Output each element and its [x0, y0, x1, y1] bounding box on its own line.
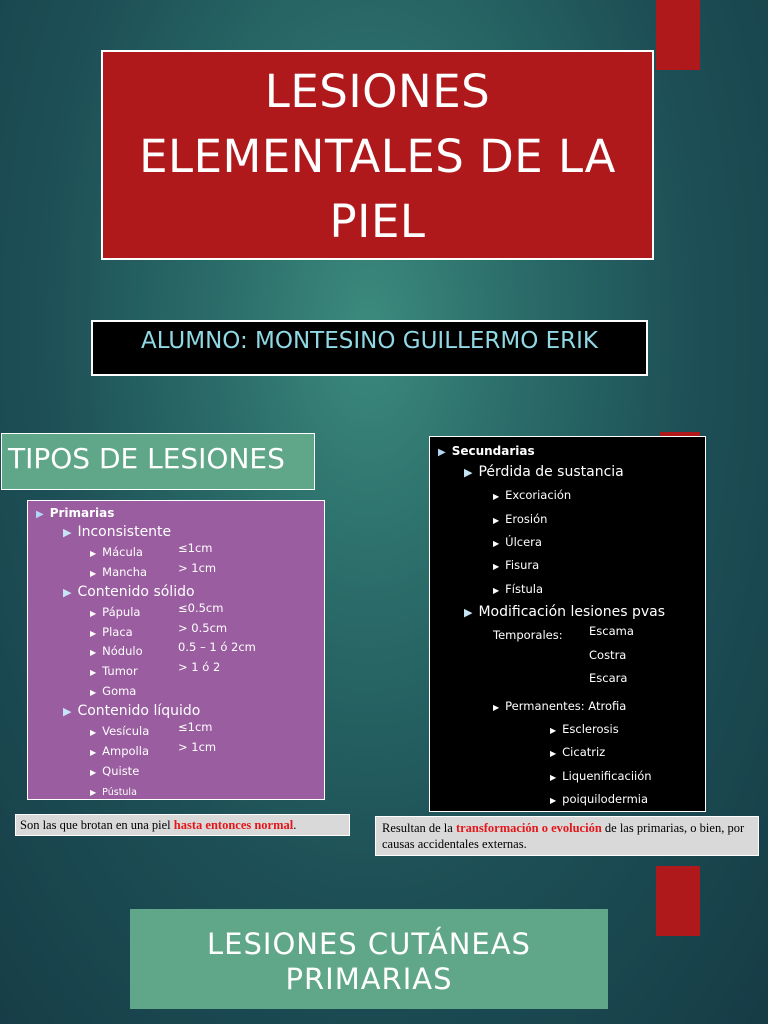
triangle-bullet-icon: ▶: [90, 568, 97, 578]
triangle-bullet-icon: ▶: [90, 767, 97, 777]
triangle-bullet-icon: ▶: [63, 705, 72, 719]
student-name-box: [91, 320, 648, 376]
triangle-bullet-icon: ▶: [493, 585, 500, 595]
triangle-bullet-icon: ▶: [90, 728, 97, 737]
list-item: [63, 581, 195, 600]
list-item-label: Modificación lesiones pvas: [478, 604, 665, 621]
triangle-bullet-icon: ▶: [90, 548, 97, 558]
list-item-value: > 1cm: [178, 739, 217, 754]
note-highlight: transformación o evolución: [455, 821, 602, 835]
triangle-bullet-icon: ▶: [90, 787, 97, 797]
triangle-bullet-icon: ▶: [63, 526, 72, 539]
list-item: [464, 461, 624, 480]
list-heading: [36, 502, 114, 521]
triangle-bullet-icon: ▶: [550, 795, 557, 805]
list-item-value: 0.5 – 1 ó 2cm: [178, 640, 256, 655]
accent-bar-bottom-right: [656, 866, 700, 936]
triangle-bullet-icon: ▶: [464, 466, 473, 479]
list-item-label: Mácula: [102, 544, 143, 559]
primary-definition-note: [15, 814, 350, 836]
list-item: [550, 741, 605, 760]
note-highlight: hasta entonces normal: [173, 818, 294, 832]
list-item: [90, 739, 217, 759]
types-heading: TIPOS DE LESIONES: [8, 442, 285, 475]
list-item: [493, 508, 547, 527]
triangle-bullet-icon: ▶: [90, 648, 97, 658]
note-text: de las primarias, o bien, por causas accidentales externas.: [382, 821, 745, 851]
list-item-label: Tumor: [102, 664, 138, 679]
list-item-label: Pápula: [102, 604, 141, 619]
list-item: [90, 540, 213, 560]
list-item: [63, 521, 171, 540]
list-item-value: > 1cm: [178, 560, 217, 575]
slide-title: [101, 50, 654, 260]
list-heading: [438, 440, 535, 459]
list-item: [493, 695, 626, 714]
list-item: [90, 680, 136, 699]
primary-heading: Primarias: [49, 506, 115, 520]
list-item-label: Mancha: [102, 564, 148, 579]
title-line: PIEL: [329, 195, 426, 248]
list-item: [493, 554, 539, 573]
list-item-label: Nódulo: [102, 644, 143, 659]
list-item-label: Erosión: [505, 511, 548, 526]
list-item-label: Excoriación: [505, 488, 572, 503]
types-heading-box: [1, 433, 315, 490]
list-item-label: Goma: [102, 684, 137, 699]
list-item: [493, 484, 571, 503]
list-item: [90, 720, 213, 739]
triangle-bullet-icon: ▶: [438, 447, 446, 458]
triangle-bullet-icon: ▶: [90, 747, 97, 757]
triangle-bullet-icon: ▶: [550, 749, 557, 759]
list-item-value: ≤0.5cm: [178, 600, 224, 615]
note-text: Son las que brotan en una piel: [20, 818, 174, 832]
note-text: Resultan de la: [382, 821, 456, 835]
list-item: [550, 718, 619, 737]
triangle-bullet-icon: ▶: [493, 539, 500, 549]
list-item: [90, 600, 224, 620]
list-item-label: Esclerosis: [562, 721, 619, 736]
triangle-bullet-icon: ▶: [36, 509, 44, 520]
title-line: LESIONES: [264, 65, 491, 118]
list-item: [90, 780, 137, 799]
title-line: ELEMENTALES DE LA: [139, 130, 616, 183]
list-item: [90, 660, 221, 679]
list-item-value: Escara: [589, 671, 628, 686]
list-item-label: Ampolla: [102, 743, 149, 758]
list-item-value: > 0.5cm: [178, 620, 228, 635]
list-item: [90, 620, 228, 640]
list-item-label: Fístula: [505, 581, 543, 596]
list-item-label: Vesícula: [102, 724, 150, 738]
triangle-bullet-icon: ▶: [464, 606, 473, 620]
section-banner: [130, 909, 608, 1009]
list-item-value: > 1 ó 2: [178, 660, 221, 675]
list-item-label: Permanentes: Atrofia: [505, 698, 627, 713]
triangle-bullet-icon: ▶: [493, 515, 500, 525]
list-item-label: Pérdida de sustancia: [478, 464, 624, 480]
note-text: .: [293, 818, 297, 832]
list-item-label: Pústula: [102, 786, 137, 798]
list-item: [493, 578, 543, 597]
list-item-label: Contenido sólido: [77, 583, 195, 600]
triangle-bullet-icon: ▶: [63, 585, 72, 599]
banner-line: LESIONES CUTÁNEAS: [207, 927, 531, 961]
list-item-label: Fisura: [505, 558, 540, 573]
accent-bar-top-right: [656, 0, 700, 70]
list-item-label: Liquenificaciión: [562, 768, 652, 783]
secondary-definition-note: [375, 816, 759, 856]
list-item-value: Costra: [589, 647, 627, 662]
list-item-label: Quiste: [102, 763, 140, 778]
list-item: [550, 788, 648, 807]
list-item-label: Cicatriz: [562, 745, 606, 760]
triangle-bullet-icon: ▶: [550, 772, 557, 782]
secondary-heading: Secundarias: [451, 444, 535, 458]
list-item-value: Escama: [589, 624, 634, 639]
student-name: ALUMNO: MONTESINO GUILLERMO ERIK: [140, 328, 598, 354]
primary-lesions-list: [27, 500, 325, 800]
triangle-bullet-icon: ▶: [90, 668, 97, 678]
secondary-lesions-list: [429, 436, 706, 812]
list-item-value: ≤1cm: [178, 720, 213, 734]
list-item-label: poiquilodermia: [562, 791, 649, 806]
list-item-label: Úlcera: [505, 535, 542, 550]
list-item-label: Inconsistente: [77, 524, 172, 540]
list-item: [90, 560, 217, 580]
list-item-value: ≤1cm: [178, 540, 213, 555]
list-item-label: Contenido líquido: [77, 703, 201, 720]
triangle-bullet-icon: ▶: [90, 628, 97, 638]
list-item: [90, 640, 256, 659]
triangle-bullet-icon: ▶: [550, 725, 557, 735]
triangle-bullet-icon: ▶: [90, 608, 97, 618]
list-item: [90, 760, 139, 779]
list-item: [493, 624, 634, 643]
triangle-bullet-icon: ▶: [493, 702, 500, 712]
triangle-bullet-icon: ▶: [90, 688, 97, 698]
list-item-label: Placa: [102, 624, 133, 639]
triangle-bullet-icon: ▶: [493, 492, 500, 502]
list-item: [493, 531, 542, 550]
list-item: [464, 601, 665, 620]
banner-line: PRIMARIAS: [285, 962, 453, 996]
list-item: [63, 700, 200, 719]
triangle-bullet-icon: ▶: [493, 562, 500, 572]
list-item: [550, 765, 652, 784]
list-item-label: Temporales:: [493, 628, 563, 643]
